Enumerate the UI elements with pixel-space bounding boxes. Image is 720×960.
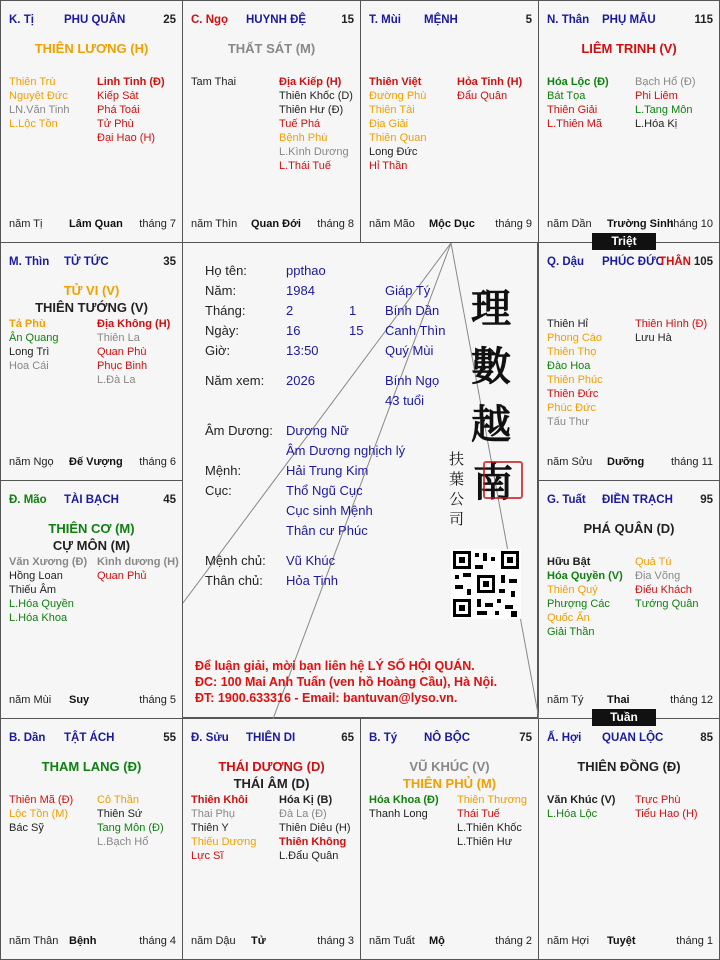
palace-footer [9, 694, 176, 708]
minor-star: Hóa Khoa (Đ) [369, 794, 439, 806]
palace-cell[interactable] [360, 718, 539, 960]
minor-star: Thiên Giải [547, 104, 598, 116]
logo-small-1: 扶 [449, 450, 465, 468]
footer-truong-sinh: Trường Sinh [607, 218, 674, 230]
qr-code-icon[interactable] [451, 549, 521, 619]
palace-number: 85 [700, 732, 713, 744]
footer-year: năm Tị [9, 218, 43, 230]
palace-footer [9, 218, 176, 232]
minor-star: Địa Giải [369, 118, 409, 130]
minor-star: Lực Sĩ [191, 850, 224, 862]
minor-stars-left [9, 793, 97, 835]
minor-stars-left [547, 555, 635, 639]
month-value: 2 [286, 303, 294, 318]
palace-footer [547, 935, 713, 949]
palace-name: HUYNH ĐỆ [246, 14, 307, 26]
minor-star: Thiên Hình (Đ) [635, 318, 708, 330]
palace-number: 35 [163, 256, 176, 268]
footer-year: năm Mão [369, 218, 415, 230]
minor-stars-right [97, 75, 183, 145]
palace-cell[interactable] [0, 242, 183, 481]
palace-header [9, 494, 176, 510]
minor-star: Long Trì [9, 346, 50, 358]
minor-star: Hóa Lộc (Đ) [547, 76, 609, 88]
minor-stars-right [97, 555, 183, 583]
minor-star: L.Lộc Tồn [9, 118, 58, 130]
minor-star: Lộc Tồn (M) [9, 808, 69, 820]
minor-star: Thiên Hư (Đ) [279, 104, 344, 116]
main-star: THAM LANG (Đ) [41, 759, 142, 774]
view-year-can: Bính Ngọ [385, 373, 440, 388]
palace-header [191, 732, 354, 748]
minor-stars-left [191, 75, 279, 89]
footer-month: tháng 2 [495, 935, 532, 947]
palace-branch: Ấ. Hợi [547, 732, 582, 744]
logo-small-2: 葉 [449, 470, 465, 488]
minor-stars-left [9, 75, 97, 131]
palace-branch: G. Tuất [547, 494, 586, 506]
logo-small-3: 公 [449, 490, 465, 508]
view-year-label: Năm xem: [205, 373, 265, 388]
contact-phone-email[interactable]: ĐT: 1900.633316 - Email: bantuvan@lyso.vn. [195, 691, 458, 705]
yinyang-value: Dương Nữ [286, 423, 349, 438]
minor-star: Lưu Hà [635, 332, 672, 344]
minor-star: Tướng Quân [635, 598, 699, 610]
menh-value: Hải Trung Kim [286, 463, 369, 478]
palace-name: PHỤ MẪU [602, 14, 656, 26]
contact-line-1: Để luận giải, mời bạn liên hệ LÝ SỐ HỘI QUÁN. [195, 659, 475, 673]
logo-char-3: 越 [471, 401, 511, 448]
palace-footer [369, 218, 532, 232]
logo-char-4: 南 [473, 459, 513, 506]
minor-star: Tang Môn (Đ) [97, 822, 164, 834]
minor-star: Trực Phù [635, 794, 681, 806]
logo-char-1: 理 [471, 285, 511, 332]
footer-month: tháng 3 [317, 935, 354, 947]
minor-star: Phúc Đức [547, 402, 596, 414]
logo-small-4: 司 [449, 510, 465, 528]
minor-star: Thiên Việt [369, 76, 422, 88]
main-star: LIÊM TRINH (V) [581, 41, 677, 56]
minor-star: L.Kình Dương [279, 146, 349, 158]
palace-footer [547, 456, 713, 470]
age-value: 43 tuổi [385, 393, 425, 408]
minor-star: Văn Xương (Đ) [9, 556, 88, 568]
name-value: ppthao [286, 263, 326, 278]
than-position: Thân cư Phúc [286, 523, 368, 538]
palace-branch: Đ. Mão [9, 494, 47, 506]
minor-stars-right [635, 317, 720, 345]
palace-number: 25 [163, 14, 176, 26]
minor-star: Thiên Khôi [191, 794, 248, 806]
palace-header [9, 256, 176, 272]
footer-year: năm Mùi [9, 694, 52, 706]
palace-branch: B. Dần [9, 732, 46, 744]
palace-number: 115 [694, 14, 713, 26]
main-star: THÁI DƯƠNG (D) [218, 759, 325, 774]
palace-cell[interactable] [182, 0, 361, 243]
minor-star: Bệnh Phù [279, 132, 328, 144]
minor-star: Quả Tú [635, 556, 672, 568]
minor-star: L.Thiên Hư [457, 836, 513, 848]
minor-star: Tả Phù [9, 318, 46, 330]
minor-star: Phượng Các [547, 598, 610, 610]
minor-stars-right [635, 555, 720, 611]
minor-star: Thiên Quý [547, 584, 598, 596]
cuc-value: Thổ Ngũ Cục [286, 483, 363, 498]
minor-star: L.Hóa Khoa [9, 612, 68, 624]
footer-truong-sinh: Thai [607, 694, 630, 706]
palace-header [547, 256, 713, 272]
minor-stars-left [9, 317, 97, 373]
minor-star: Thiên Phúc [547, 374, 603, 386]
minor-star: Hỏa Tinh (H) [457, 76, 523, 88]
main-star: PHÁ QUÂN (D) [583, 521, 675, 536]
minor-star: Kình dương (H) [97, 556, 179, 568]
palace-number: 95 [700, 494, 713, 506]
palace-header [547, 494, 713, 510]
minor-star: Địa Kiếp (H) [279, 76, 342, 88]
month-label: Tháng: [205, 303, 246, 318]
view-year-value: 2026 [286, 373, 315, 388]
minor-star: Thai Phụ [191, 808, 236, 820]
minor-star: Đà La (Đ) [279, 808, 327, 820]
thanchu-label: Thân chủ: [205, 573, 263, 588]
palace-footer [191, 218, 354, 232]
year-value: 1984 [286, 283, 315, 298]
palace-footer [547, 218, 713, 232]
minor-star: Phi Liêm [635, 90, 678, 102]
minor-stars-right [97, 317, 183, 387]
palace-branch: Đ. Sửu [191, 732, 229, 744]
minor-star: Tam Thai [191, 76, 237, 88]
minor-stars-left [547, 793, 635, 821]
minor-star: L.Thái Tuế [279, 160, 331, 172]
footer-truong-sinh: Đế Vượng [69, 456, 123, 468]
palace-header [369, 732, 532, 748]
minor-star: Hóa Kị (B) [279, 794, 333, 806]
minor-star: LN.Văn Tinh [9, 104, 70, 116]
contact-address: ĐC: 100 Mai Anh Tuấn (ven hồ Hoàng Cầu), Hà Nội. [195, 675, 498, 689]
minor-star: Bác Sỹ [9, 822, 44, 834]
minor-star: Nguyệt Đức [9, 90, 68, 102]
palace-name: MỆNH [424, 14, 458, 26]
palace-branch: T. Mùi [369, 14, 401, 26]
minor-stars-right [635, 793, 720, 821]
menh-label: Mệnh: [205, 463, 242, 478]
year-label: Năm: [205, 283, 237, 298]
minor-star: Thiên Sứ [97, 808, 143, 820]
hour-value: 13:50 [286, 343, 319, 358]
footer-truong-sinh: Dưỡng [607, 456, 645, 468]
footer-month: tháng 4 [139, 935, 176, 947]
minor-star: Đào Hoa [547, 360, 591, 372]
palace-footer [369, 935, 532, 949]
footer-truong-sinh: Tử [251, 935, 266, 947]
minor-star: L.Thiên Khốc [457, 822, 522, 834]
palace-header [547, 732, 713, 748]
thanchu-value: Hỏa Tinh [286, 573, 339, 588]
footer-truong-sinh: Suy [69, 694, 90, 706]
footer-year: năm Tý [547, 694, 584, 706]
minor-star: Thiên Hỉ [547, 318, 588, 330]
day-lunar: 15 [349, 323, 364, 338]
minor-star: L.Thiên Mã [547, 118, 603, 130]
seal-stamp [483, 461, 523, 499]
minor-stars-right [457, 793, 539, 849]
minor-star: Quan Phủ [97, 570, 147, 582]
palace-branch: Q. Dậu [547, 256, 585, 268]
minor-star: Thiên Tài [369, 104, 415, 116]
minor-star: Thiên Khốc (D) [279, 90, 353, 102]
footer-truong-sinh: Quan Đới [251, 218, 301, 230]
triet-tag: Triệt [592, 233, 656, 250]
name-label: Họ tên: [205, 263, 247, 278]
minor-star: Phá Toái [97, 104, 140, 116]
minor-star: L.Đà La [97, 374, 136, 386]
minor-star: Tử Phù [97, 118, 134, 130]
minor-star: Tấu Thư [547, 416, 590, 428]
palace-number: 15 [341, 14, 354, 26]
footer-year: năm Tuất [369, 935, 415, 947]
palace-number: 105 [693, 256, 713, 268]
footer-year: năm Dần [547, 218, 592, 230]
palace-name: THIÊN DI [246, 732, 296, 744]
minor-stars-left [369, 793, 457, 821]
palace-name: NÔ BỘC [424, 732, 470, 744]
footer-month: tháng 9 [495, 218, 532, 230]
main-star: THIÊN PHỦ (M) [402, 776, 497, 791]
footer-month: tháng 6 [139, 456, 176, 468]
minor-star: Đại Hao (H) [97, 132, 156, 144]
minor-star: Văn Khúc (V) [547, 794, 616, 806]
footer-year: năm Sửu [547, 456, 593, 468]
palace-number: 75 [519, 732, 532, 744]
main-star: VŨ KHÚC (V) [409, 759, 490, 774]
footer-month: tháng 12 [670, 694, 713, 706]
minor-star: Thái Tuế [457, 808, 500, 820]
palace-number: 65 [341, 732, 354, 744]
minor-star: L.Bạch Hổ [97, 836, 149, 848]
minor-star: Quan Phù [97, 346, 147, 358]
footer-truong-sinh: Lâm Quan [69, 218, 123, 230]
main-star: THIÊN ĐỒNG (Đ) [577, 759, 681, 774]
minor-star: Tiểu Hao (H) [635, 808, 698, 820]
palace-cell[interactable] [0, 718, 183, 960]
main-star: THÁI ÂM (D) [233, 776, 310, 791]
footer-month: tháng 8 [317, 218, 354, 230]
palace-branch: K. Tị [9, 14, 34, 26]
minor-star: Thiên Y [191, 822, 229, 834]
hour-can: Quý Mùi [385, 343, 434, 358]
main-star: THIÊN CƠ (M) [48, 521, 135, 536]
palace-cell[interactable] [0, 480, 183, 719]
palace-cell[interactable] [538, 242, 720, 481]
minor-star: Đẩu Quân [457, 90, 508, 102]
footer-truong-sinh: Mộc Dục [429, 218, 475, 230]
minor-star: Thiếu Âm [9, 584, 57, 596]
minor-stars-right [457, 75, 539, 103]
minor-star: Địa Không (H) [97, 318, 171, 330]
minor-star: L.Hóa Quyền [9, 598, 74, 610]
palace-cell[interactable] [360, 0, 539, 243]
palace-cell[interactable] [538, 480, 720, 719]
footer-year: năm Thân [9, 935, 59, 947]
minor-star: Hữu Bật [547, 556, 591, 568]
minor-star: Phục Binh [97, 360, 148, 372]
palace-cell[interactable] [182, 718, 361, 960]
cuc-label: Cục: [205, 483, 232, 498]
footer-year: năm Hợi [547, 935, 590, 947]
minor-star: Linh Tinh (Đ) [97, 76, 165, 88]
minor-stars-left [547, 317, 635, 429]
yinyang-relation: Âm Dương nghịch lý [286, 443, 406, 458]
palace-name: TẬT ÁCH [64, 732, 115, 744]
minor-star: Cô Thần [97, 794, 139, 806]
yinyang-label: Âm Dương: [205, 423, 273, 438]
palace-footer [191, 935, 354, 949]
minor-star: Hồng Loan [9, 570, 63, 582]
tuan-tag: Tuần [592, 709, 656, 726]
palace-footer [9, 456, 176, 470]
minor-star: Phong Cáo [547, 332, 603, 344]
minor-star: L.Hóa Lộc [547, 808, 598, 820]
minor-star: Thiên Thương [457, 794, 528, 806]
than-marker: THÂN [659, 256, 691, 268]
minor-star: Hóa Quyền (V) [547, 570, 623, 582]
footer-year: năm Thìn [191, 218, 238, 230]
minor-star: Bạch Hổ (Đ) [635, 76, 696, 88]
minor-star: Thiên Trù [9, 76, 56, 88]
minor-star: Thiên Mã (Đ) [9, 794, 74, 806]
footer-month: tháng 10 [670, 218, 713, 230]
center-info-panel [182, 242, 538, 718]
footer-truong-sinh: Bệnh [69, 935, 97, 947]
menhchu-value: Vũ Khúc [286, 553, 336, 568]
cuc-relation: Cục sinh Mệnh [286, 503, 373, 518]
minor-star: L.Đẩu Quân [279, 850, 339, 862]
palace-cell[interactable] [538, 0, 720, 243]
minor-stars-left [9, 555, 97, 625]
minor-star: L.Hóa Kị [635, 118, 678, 130]
minor-star: Thiên Không [279, 836, 347, 848]
palace-number: 45 [163, 494, 176, 506]
minor-star: Thiên La [97, 332, 140, 344]
footer-year: năm Dậu [191, 935, 236, 947]
palace-name: TÀI BẠCH [64, 494, 119, 506]
footer-month: tháng 7 [139, 218, 176, 230]
palace-footer [9, 935, 176, 949]
footer-month: tháng 11 [670, 456, 713, 468]
minor-star: Thiên Thọ [547, 346, 597, 358]
footer-month: tháng 1 [676, 935, 713, 947]
palace-name: PHU QUÂN [64, 14, 126, 26]
palace-header [191, 14, 354, 30]
palace-name: QUAN LỘC [602, 732, 664, 744]
minor-stars-left [547, 75, 635, 131]
palace-header [9, 732, 176, 748]
palace-number: 55 [163, 732, 176, 744]
year-can: Giáp Tý [385, 283, 431, 298]
minor-star: Thiếu Dương [191, 836, 257, 848]
minor-star: Long Đức [369, 146, 418, 158]
palace-branch: B. Tý [369, 732, 398, 744]
palace-name: PHÚC ĐỨC [602, 256, 664, 268]
footer-truong-sinh: Tuyệt [607, 935, 636, 947]
day-label: Ngày: [205, 323, 239, 338]
minor-star: Địa Võng [635, 570, 681, 582]
minor-stars-left [369, 75, 457, 173]
palace-cell[interactable] [0, 0, 183, 243]
palace-name: TỬ TỨC [64, 256, 109, 268]
palace-cell[interactable] [538, 718, 720, 960]
main-star: THIÊN LƯƠNG (H) [34, 41, 149, 56]
minor-star: Tuế Phá [279, 118, 321, 130]
palace-branch: M. Thìn [9, 256, 50, 268]
main-star: CỰ MÔN (M) [52, 538, 131, 553]
minor-star: Thiên Đức [547, 388, 599, 400]
footer-year: năm Ngọ [9, 456, 54, 468]
palace-footer [547, 694, 713, 708]
logo-char-2: 數 [471, 343, 511, 390]
minor-star: Hỉ Thần [369, 160, 408, 172]
day-value: 16 [286, 323, 301, 338]
minor-star: Điếu Khách [635, 584, 692, 596]
minor-star: Đường Phù [369, 90, 427, 102]
palace-header [369, 14, 532, 30]
footer-month: tháng 5 [139, 694, 176, 706]
main-star: THIÊN TƯỚNG (V) [35, 300, 148, 315]
minor-stars-right [279, 793, 361, 863]
palace-header [547, 14, 713, 30]
palace-header [9, 14, 176, 30]
minor-stars-right [635, 75, 720, 131]
minor-star: Thiên Diêu (H) [279, 822, 351, 834]
minor-stars-right [97, 793, 183, 849]
month-can: Bính Dần [385, 303, 440, 318]
menhchu-label: Mệnh chủ: [205, 553, 266, 568]
minor-star: Kiếp Sát [97, 90, 139, 102]
palace-name: ĐIỀN TRẠCH [602, 494, 673, 506]
palace-number: 5 [525, 14, 532, 26]
hour-label: Giờ: [205, 343, 231, 358]
minor-stars-left [191, 793, 279, 863]
minor-star: Ân Quang [9, 332, 59, 344]
main-star: THẤT SÁT (M) [227, 41, 316, 56]
palace-branch: N. Thân [547, 14, 590, 26]
minor-star: Hoa Cái [9, 360, 49, 372]
day-can: Canh Thìn [385, 323, 446, 338]
minor-star: Thanh Long [369, 808, 428, 820]
minor-star: L.Tang Môn [635, 104, 693, 116]
month-lunar: 1 [349, 303, 357, 318]
minor-star: Bát Tọa [547, 90, 586, 102]
minor-star: Thiên Quan [369, 132, 427, 144]
minor-stars-right [279, 75, 361, 173]
main-star: TỬ VI (V) [63, 283, 120, 298]
footer-truong-sinh: Mộ [429, 935, 445, 947]
minor-star: Giải Thần [547, 626, 595, 638]
palace-branch: C. Ngọ [191, 14, 229, 26]
minor-star: Quốc Ấn [547, 612, 590, 624]
